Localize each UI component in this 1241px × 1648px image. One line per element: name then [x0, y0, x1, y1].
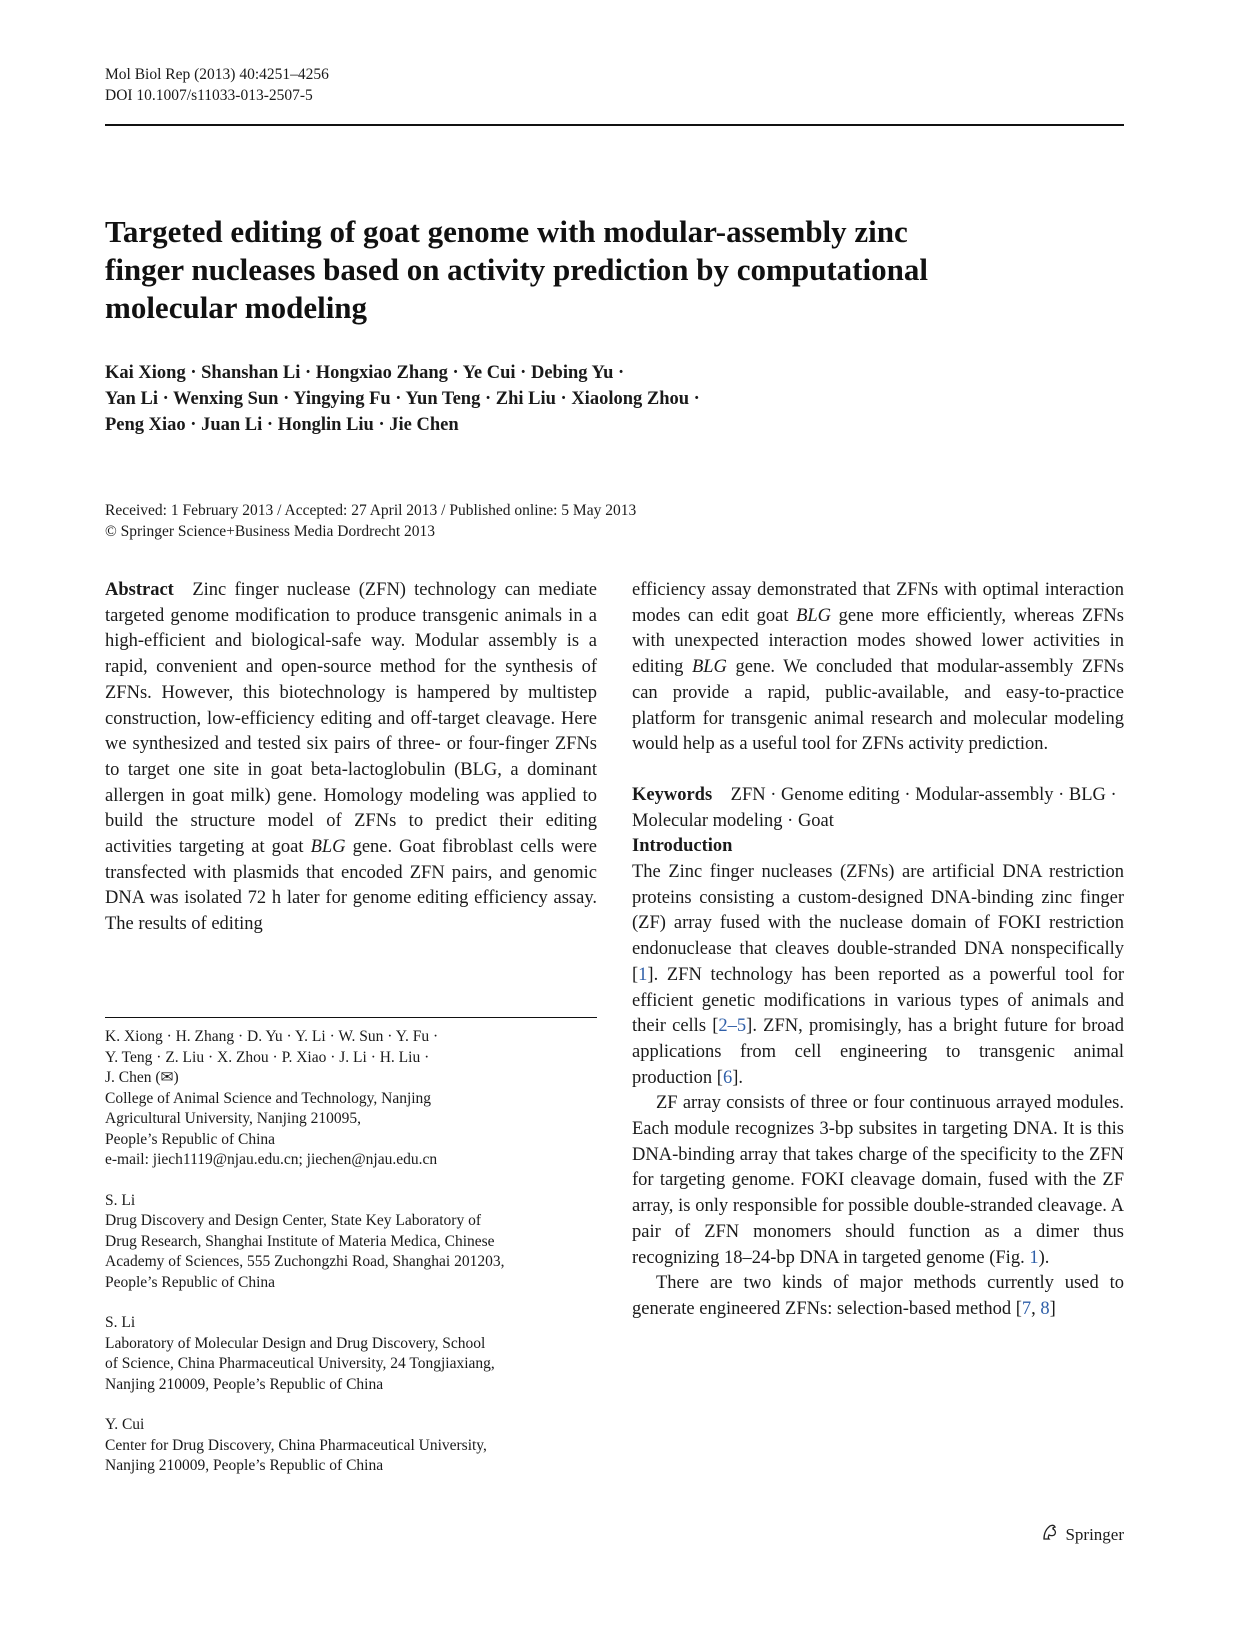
citation-link[interactable]: 2–5 [718, 1016, 747, 1037]
citation-link[interactable]: 8 [1040, 1298, 1050, 1319]
keywords-label: Keywords [632, 784, 713, 805]
publication-history [105, 500, 1005, 542]
intro-paragraph: There are two kinds of major methods currently used to generate engineered ZFNs: selection-based method [7, 8] [632, 1273, 1124, 1319]
title-line: Targeted editing of goat genome with modular-assembly zinc [105, 214, 908, 249]
affiliation-block: Y. Cui Center for Drug Discovery, China Pharmaceutical University, Nanjing 210009, People’s Republic of China [105, 1416, 487, 1474]
affiliations [105, 1027, 597, 1497]
abstract-paragraph: Abstract Zinc finger nuclease (ZFN) technology can mediate targeted genome modification to produce transgenic animals in a high-efficient and biological-safe way. Modular assembly is a rapid, convenient and open-source method for the synthesis of ZFNs. However, this biotechnology is hampered by multistep construction, low-efficiency editing and off-target cleavage. Here we synthesized and tested six pairs of three- or four-finger ZFNs to target one site in goat beta-lactoglobulin (BLG, a dominant allergen in goat milk) gene. Homology modeling was applied to build the structure model of ZFNs to predict their editing activities targeting at goat BLG gene. Goat fibroblast cells were transfected with plasmids that encoded ZFN pairs, and genomic DNA was isolated 72 h later for genome editing efficiency assay. The results of editing [105, 580, 597, 935]
dates-line: Received: 1 February 2013 / Accepted: 27 April 2013 / Published online: 5 May 2013 [105, 502, 637, 519]
keywords [632, 783, 1124, 834]
abstract-text: gene. We concluded that modular-assembly ZFNs can provide a rapid, public-available, and easy-to-practice platform for transgenic animal research and molecular modeling would help as a useful tool for ZFNs activity prediction. [632, 657, 1124, 755]
abstract-continuation [632, 578, 1124, 758]
gene-name: BLG [796, 605, 832, 626]
gene-name: BLG [691, 657, 727, 678]
journal-citation: Mol Biol Rep (2013) 40:4251–4256 [105, 66, 329, 83]
keywords-text: ZFN · Genome editing · Modular-assembly · BLG · Molecular modeling · Goat [632, 784, 1117, 831]
affiliation-block: S. Li Drug Discovery and Design Center, State Key Laboratory of Drug Research, Shanghai Institute of Materia Medica, Chinese Academy of Sciences, 555 Zuchongzhi Road, Shanghai 201203, People’s Republic of China [105, 1191, 505, 1291]
affiliation-rule [105, 1017, 597, 1018]
journal-header [105, 64, 329, 106]
abstract-text: efficiency assay demonstrated that ZFNs with optimal interaction modes can edit goat [632, 580, 1124, 626]
abstract-column-left [105, 578, 597, 938]
author-line: Yan Li · Wenxing Sun · Yingying Fu · Yun Teng · Zhi Liu · Xiaolong Zhou · [105, 389, 700, 409]
copyright-line: © Springer Science+Business Media Dordrecht 2013 [105, 523, 436, 540]
intro-paragraph: ZF array consists of three or four continuous arrayed modules. Each module recognizes 3-bp subsites in targeting DNA. It is this DNA-binding array that takes charge of the specificity to the ZFN for targeting genome. FOKI cleavage domain, fused with the ZF array, is only responsible for possible double-stranded cleavage. A pair of ZFN monomers should function as a dimer thus recognizing 18–24-bp DNA in targeted genome (Fig. 1). [632, 1093, 1124, 1268]
citation-link[interactable]: 1 [638, 964, 648, 985]
header-rule [105, 124, 1124, 126]
abstract-label: Abstract [105, 580, 174, 600]
title-line: finger nucleases based on activity prediction by computational [105, 252, 928, 287]
figure-link[interactable]: 1 [1029, 1247, 1039, 1268]
doi[interactable]: DOI 10.1007/s11033-013-2507-5 [105, 87, 313, 104]
springer-horse-icon [1040, 1522, 1060, 1547]
paper-title [105, 213, 1065, 327]
section-heading-introduction: Introduction [632, 836, 733, 857]
publisher-name: Springer [1065, 1524, 1124, 1544]
title-line: molecular modeling [105, 290, 368, 325]
author-list [105, 360, 1005, 438]
right-column [632, 578, 1124, 1323]
corresponding-email[interactable]: e-mail: jiech1119@njau.edu.cn; jiechen@njau.edu.cn [105, 1151, 438, 1168]
affiliation-block: K. Xiong · H. Zhang · D. Yu · Y. Li · W. Sun · Y. Fu · Y. Teng · Z. Liu · X. Zhou · P. Xiao · J. Li · H. Liu · J. Chen (✉) College of Animal Science and Technology, Nanjing Agricultural University, Nanjing 210095, People’s Republic of China e-mail: jiech1119@njau.edu.cn; jiechen@njau.edu.cn [105, 1027, 597, 1171]
intro-paragraph: The Zinc finger nucleases (ZFNs) are artificial DNA restriction proteins consisting a custom-designed DNA-binding zinc finger (ZF) array fused with the nuclease domain of FOKI restriction endonuclease that cleaves double-stranded DNA nonspecifically [1]. ZFN technology has been reported as a powerful tool for efficient genetic modifications in various types of animals and their cells [2–5]. ZFN, promisingly, has a bright future for broad applications from cell engineering to transgenic animal production [6]. [632, 862, 1124, 1088]
author-line: Peng Xiao · Juan Li · Honglin Liu · Jie Chen [105, 415, 459, 435]
abstract-text: gene more efficiently, whereas ZFNs with unexpected interaction modes showed lower activities in editing [632, 605, 1124, 678]
citation-link[interactable]: 6 [722, 1067, 733, 1088]
publisher-footer [1040, 1522, 1124, 1547]
gene-name: BLG [310, 837, 346, 858]
citation-link[interactable]: 7 [1021, 1298, 1032, 1319]
author-line: Kai Xiong · Shanshan Li · Hongxiao Zhang · Ye Cui · Debing Yu · [105, 363, 625, 383]
affiliation-block: S. Li Laboratory of Molecular Design and Drug Discovery, School of Science, China Pharmaceutical University, 24 Tongjiaxiang, Nanjing 210009, People’s Republic of China [105, 1314, 495, 1393]
